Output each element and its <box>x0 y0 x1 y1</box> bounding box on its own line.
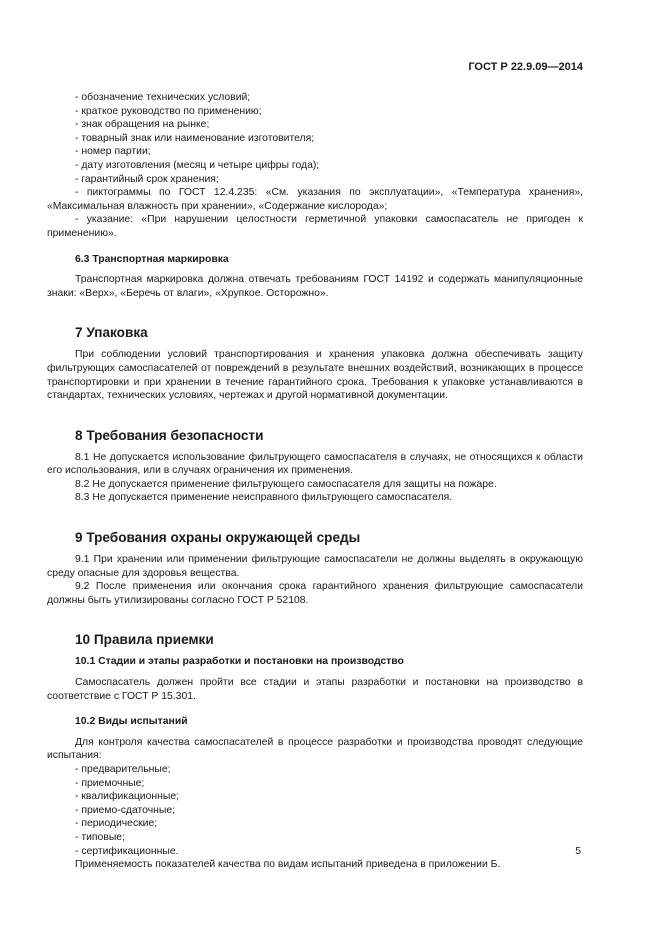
section-10-2-intro: Для контроля качества самоспасателей в процессе разработки и производства проводят следующие испытания: <box>47 736 583 762</box>
list-item-pictograms: - пиктограммы по ГОСТ 12.4.235: «См. указания по эксплуатации», «Температура хранения», «Максимальная влажность при хранении», «Содержание кислорода»; <box>47 187 583 212</box>
section-9-2-text: 9.2 После применения или окончания срока гарантийного хранения фильтрующие самоспасатели должны быть утилизированы согласно ГОСТ Р 52108. <box>47 581 583 606</box>
section-7-title: 7 Упаковка <box>75 325 148 341</box>
section-8-title: 8 Требования безопасности <box>75 427 264 443</box>
section-10-title: 10 Правила приемки <box>75 632 214 648</box>
section-8-1-text: 8.1 Не допускается использование фильтрующего самоспасателя в случаях, не относящихся к области его использования, или в случаях ограничения их применения. <box>47 451 583 477</box>
section-10-2-outro: Применяемость показателей качества по видам испытаний приведена в приложении Б. <box>75 859 501 871</box>
section-8-3-text: 8.3 Не допускается применение неисправного фильтрующего самоспасателя. <box>75 492 453 504</box>
list-item-indication: - указание: «При нарушении целостности герметичной упаковки самоспасатель не пригоден к применению». <box>47 214 583 239</box>
section-8-2-text: 8.2 Не допускается применение фильтрующего самоспасателя для защиты на пожаре. <box>75 478 497 490</box>
section-10-1-title: 10.1 Стадии и этапы разработки и постановки на производство <box>75 656 404 668</box>
list-item: - приемо-сдаточные; <box>75 804 176 816</box>
section-6-3-title: 6.3 Транспортная маркировка <box>75 253 229 265</box>
list-item: - приемочные; <box>75 777 145 789</box>
list-item: - периодические; <box>75 818 158 830</box>
list-item: - обозначение технических условий; <box>75 92 251 103</box>
list-item: - знак обращения на рынке; <box>75 119 210 131</box>
section-10-2-title: 10.2 Виды испытаний <box>75 716 188 728</box>
document-id: ГОСТ Р 22.9.09—2014 <box>468 61 583 73</box>
list-item: - предварительные; <box>75 764 171 775</box>
section-7-text: При соблюдении условий транспортирования и хранения упаковка должна обеспечивать защиту фильтрующих самоспасателей от повреждений в результате внешних воздействий, возникающих в процессе транспортировки и при хранении в течение гарантийного срока. Требования к упаковке устанавливаются в стандартах, технических условиях, чертежах и другой нормативной документации. <box>47 349 583 402</box>
section-10-1-text: Самоспасатель должен пройти все стадии и этапы разработки и постановки на производство в соответствие с ГОСТ Р 15.301. <box>47 677 583 702</box>
list-item: - гарантийный срок хранения; <box>75 173 219 185</box>
page-content <box>47 91 583 872</box>
list-item: - квалификационные; <box>75 791 179 803</box>
list-item: - сертификационные. <box>75 845 179 857</box>
section-9-1-text: 9.1 При хранении или применении фильтрующие самоспасатели не должны выделять в окружающую среду опасные для здоровья вещества. <box>47 554 583 579</box>
section-9-title: 9 Требования охраны окружающей среды <box>75 530 361 546</box>
list-item: - товарный знак или наименование изготовителя; <box>75 132 315 144</box>
section-6-3-text: Транспортная маркировка должна отвечать требованиям ГОСТ 14192 и содержать манипуляционные знаки: «Верх», «Беречь от влаги», «Хрупкое. Осторожно». <box>47 274 583 299</box>
list-item: - краткое руководство по применению; <box>75 105 262 117</box>
list-item: - дату изготовления (месяц и четыре цифры года); <box>75 159 320 171</box>
list-item: - номер партии; <box>75 146 151 158</box>
page-number: 5 <box>575 846 581 857</box>
list-item: - типовые; <box>75 831 125 843</box>
